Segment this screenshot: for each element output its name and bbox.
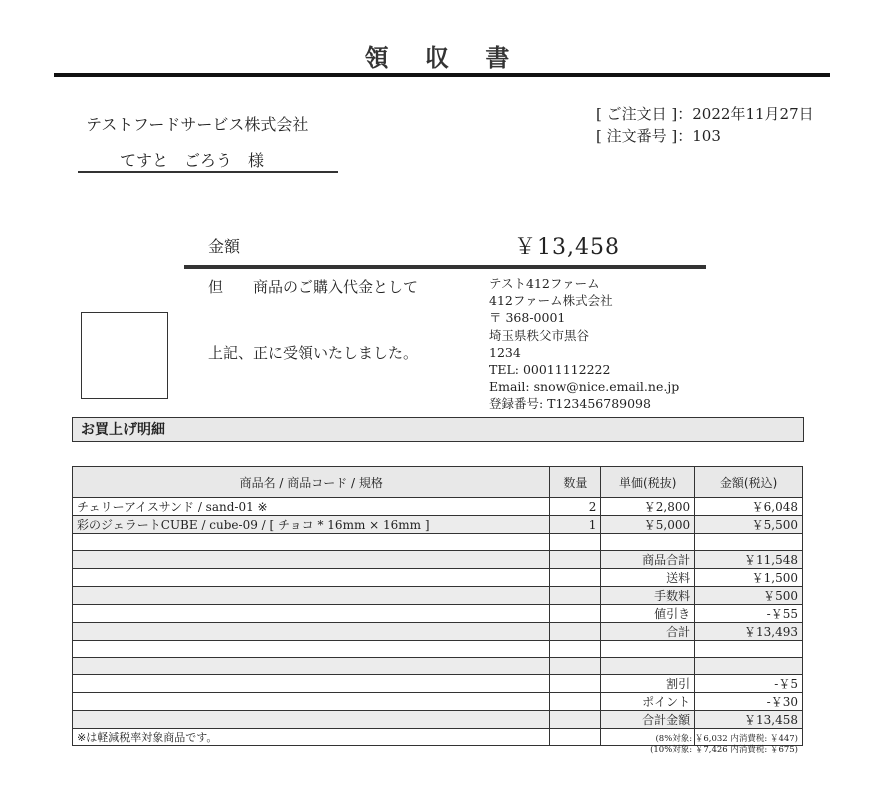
shipping-label: 送料 (601, 569, 695, 587)
shipping-value: ￥1,500 (695, 569, 803, 587)
company-name: テストフードサービス株式会社 (86, 115, 309, 134)
customer-name: てすと ごろう 様 (120, 151, 265, 170)
table-row (73, 498, 803, 516)
item-amount: ￥6,048 (695, 498, 803, 516)
summary-row-grand-total (73, 711, 803, 729)
order-number: 103 (692, 127, 721, 145)
fee-label: 手数料 (601, 587, 695, 605)
discount-label: 値引き (601, 605, 695, 623)
table-row-empty (73, 658, 803, 675)
details-section-title: お買上げ明細 (72, 417, 804, 442)
item-name: チェリーアイスサンド / sand-01 ※ (73, 498, 550, 516)
header-amount: 金額(税込) (695, 467, 803, 498)
item-unit-price: ￥2,800 (601, 498, 695, 516)
item-unit-price: ￥5,000 (601, 516, 695, 534)
order-date-sep: ： (677, 105, 693, 123)
amount-label: 金額 (208, 237, 241, 256)
page-title: 領 収 書 (364, 43, 524, 72)
order-number-sep: ： (677, 127, 693, 145)
total-value: ￥13,493 (695, 623, 803, 641)
order-date: 2022年11月27日 (692, 105, 814, 123)
tax-10-line: (10%対象: ￥7,426 内消費税: ￥675) (650, 745, 798, 755)
item-name: 彩のジェラートCUBE / cube-09 / [ チョコ * 16mm × 16mm ] (73, 516, 550, 534)
items-table (72, 466, 803, 746)
title-divider (54, 73, 830, 77)
issuer-company: 412ファーム株式会社 (489, 293, 613, 309)
issuer-address2: 1234 (489, 344, 521, 360)
grand-total-label: 合計金額 (601, 711, 695, 729)
issuer-block (489, 275, 679, 413)
reduced-tax-note: ※は軽減税率対象商品です。 (73, 729, 550, 746)
order-date-label: [ ご注文日 ] (596, 105, 678, 123)
customer-underline (78, 171, 338, 173)
table-header-row (73, 467, 803, 498)
purpose-text: 但 商品のご購入代金として (208, 278, 419, 296)
tax-breakdown (560, 734, 798, 756)
received-text: 上記、正に受領いたしました。 (208, 344, 419, 362)
subtotal-value: ￥11,548 (695, 551, 803, 569)
issuer-email: Email: snow@nice.email.ne.jp (489, 379, 680, 395)
table-row-empty (73, 534, 803, 551)
table-row (73, 516, 803, 534)
points-value: -￥30 (695, 693, 803, 711)
summary-row-reduction (73, 675, 803, 693)
item-qty: 1 (550, 516, 601, 534)
fee-value: ￥500 (695, 587, 803, 605)
order-info (596, 103, 814, 147)
summary-row-subtotal (73, 551, 803, 569)
summary-row-total (73, 623, 803, 641)
issuer-tel: TEL: 00011112222 (489, 362, 611, 378)
points-label: ポイント (601, 693, 695, 711)
header-qty: 数量 (550, 467, 601, 498)
table-row-empty (73, 641, 803, 658)
grand-total-value: ￥13,458 (695, 711, 803, 729)
stamp-box (81, 312, 168, 399)
item-qty: 2 (550, 498, 601, 516)
amount-value: ￥13,458 (514, 235, 620, 260)
order-date-row (596, 103, 814, 125)
issuer-postal: 〒 368-0001 (489, 310, 566, 326)
tax-8-line: (8%対象: ￥6,032 内消費税: ￥447) (655, 734, 798, 744)
header-unit-price: 単価(税抜) (601, 467, 695, 498)
reduction-label: 割引 (601, 675, 695, 693)
order-number-row (596, 125, 814, 147)
issuer-address: 埼玉県秩父市黒谷 (489, 327, 590, 343)
summary-row-discount (73, 605, 803, 623)
header-product: 商品名 / 商品コード / 規格 (73, 467, 550, 498)
summary-row-shipping (73, 569, 803, 587)
summary-row-fee (73, 587, 803, 605)
issuer-name: テスト412ファーム (489, 276, 600, 291)
item-amount: ￥5,500 (695, 516, 803, 534)
subtotal-label: 商品合計 (601, 551, 695, 569)
summary-row-points (73, 693, 803, 711)
discount-value: -￥55 (695, 605, 803, 623)
amount-underline (184, 265, 706, 269)
issuer-registration: 登録番号: T123456789098 (489, 396, 651, 412)
reduction-value: -￥5 (695, 675, 803, 693)
order-number-label: [ 注文番号 ] (596, 127, 678, 145)
total-label: 合計 (601, 623, 695, 641)
